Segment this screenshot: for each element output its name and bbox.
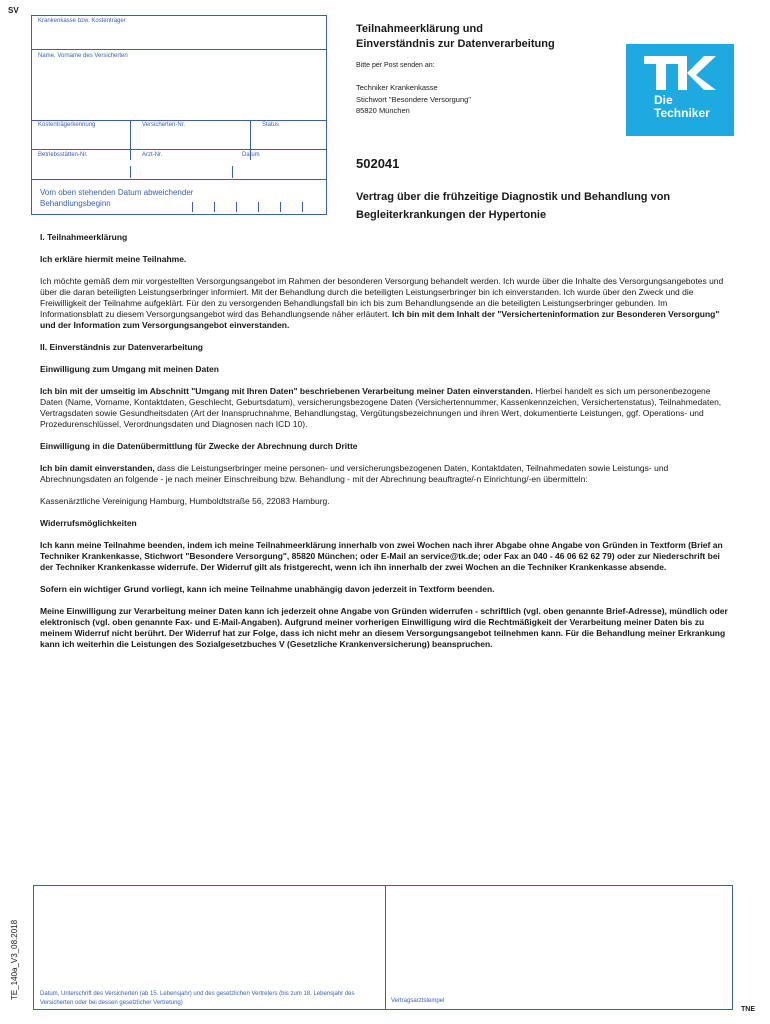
section2-heading: II. Einverständnis zur Datenverarbeitung [40, 342, 203, 352]
kostentraeger-label: Kostenträgerkennung [38, 122, 96, 128]
name-label: Name, Vorname des Versicherten [38, 53, 128, 59]
send-label: Bitte per Post senden an: [356, 62, 435, 69]
corner-code: SV [8, 6, 19, 15]
logo-line1: Die [654, 93, 673, 107]
logo-line2: Techniker [654, 106, 710, 120]
form-number: 502041 [356, 156, 400, 171]
signature-label: Datum, Unterschrift des Versicherten (ab 15. Lebensjahr) und des gesetzlichen Vertreters (bis zum 18. Lebensjahr des Versicherten oder bei dessen gesetzlicher Vertretung) [40, 991, 355, 1006]
versicherten-label: Versicherten-Nr. [142, 122, 186, 128]
kv-address: Kassenärztliche Vereinigung Hamburg, Humboldtstraße 56, 22083 Hamburg. [40, 496, 330, 506]
section3-subheading: Einwilligung in die Datenübermittlung für Zwecke der Abrechnung durch Dritte [40, 441, 358, 451]
section3-paragraph: Ich bin damit einverstanden, dass die Leistungserbringer meine personen- und versicherungsbezogenen Daten, Kontaktdaten, Teilnahmedaten sowie Leistungs- und Abrechnungsdaten an folgende - je nach meiner Einschreibung bzw. Behandlung - mit der Abrechnung beauftragte/-n Einrichtung/-en übermitteln: [40, 463, 669, 484]
section2-paragraph: Ich bin mit der umseitig im Abschnitt "Umgang mit Ihren Daten" beschriebenen Verarbeitung meiner Daten einverstanden. Hierbei handelt es sich um personenbezogene Daten (Name, Vorname, Kontaktdaten, Geschlecht, Geburtsdatum), versicherungsbezogene Daten (Versichertennummer, Kassenkennzeichen, Versichertenstatus), Teilnahmedaten, Vertragsdaten sowie Gesundheitsdaten (Art der Inanspruchnahme, Behandlungstag, Vergütungsbezeichnungen und ihren Wert, dokumentierte Leistungen, ggf. Operations- und Prozedurenschlüssel, Verordnungsdaten und Diagnosen nach ICD 10). [40, 386, 722, 429]
section1-subheading: Ich erkläre hiermit meine Teilnahme. [40, 254, 187, 264]
footer-code: TNE [741, 1006, 755, 1013]
section2-subheading: Einwilligung zum Umgang mit meinen Daten [40, 364, 219, 374]
form-id: TE_140a_V3_08.2018 [10, 919, 19, 1000]
section1-paragraph: Ich möchte gemäß dem mir vorgestellten Versorgungsangebot im Rahmen der besonderen Versorgung behandelt werden. Ich wurde über die Inhalte des Versorgungsangebotes und über die daran beteiligten Leistungserbringer informiert. Mit der Behandlung durch die beteiligten Leistungserbringer bin ich einverstanden. Ich wurde über den Zweck und die Freiwilligkeit der Teilnahme aufgeklärt. Für den zu versorgenden Behandlungsfall bin ich bis zum Behandlungsende an die beteiligten Leistungserbringer gebunden. Im Informationsblatt zu diesem Versorgungsangebot wird das Behandlungsende näher erläutert. Ich bin mit dem Inhalt der "Versicherteninformation zur Besonderen Versorgung" und der Information zum Versorgungsangebot einverstanden. [40, 276, 724, 330]
deviation-label: Vom oben stehenden Datum abweichender Behandlungsbeginn [40, 188, 194, 208]
datum-label: Datum [242, 152, 260, 158]
stamp-label: Vertragsarztstempel [391, 998, 445, 1004]
document-body [40, 232, 730, 661]
kasse-label: Krankenkasse bzw. Kostenträger [38, 18, 126, 24]
postal-address: Techniker Krankenkasse Stichwort "Besondere Versorgung" 85820 München [356, 83, 471, 115]
tk-logo [626, 44, 734, 136]
tk-logo-icon [644, 56, 716, 92]
section1-heading: I. Teilnahmeerklärung [40, 232, 128, 242]
betrieb-label: Betriebsstätten-Nr. [38, 152, 88, 158]
section4-subheading: Widerrufsmöglichkeiten [40, 518, 137, 528]
status-label: Status [262, 122, 280, 128]
arzt-label: Arzt-Nr. [142, 152, 163, 158]
contract-title: Vertrag über die frühzeitige Diagnostik und Behandlung von Begleiterkrankungen der Hypertonie [356, 191, 671, 221]
revocation-paragraph-3: Meine Einwilligung zur Verarbeitung meiner Daten kann ich jederzeit ohne Angabe von Gründen widerrufen - schriftlich (vgl. oben genannte Brief-Adresse), mündlich oder elektronisch (vgl. oben genannte Fax- und E-Mail-Angaben). Aufgrund meiner vorherigen Einwilligung wird die Rechtmäßigkeit der Verarbeitung meiner Daten bis zu meinem Widerruf nicht berührt. Der Widerruf hat zur Folge, dass ich nicht mehr an diesem Versorgungsangebot teilnehmen kann. Für die Behandlung meiner Erkrankung kann ich weiterhin die Leistungen des Sozialgesetzbuches V (Gesetzliche Krankenversicherung) beanspruchen. [40, 606, 728, 649]
revocation-paragraph-2: Sofern ein wichtiger Grund vorliegt, kann ich meine Teilnahme unabhängig davon jederzeit in Textform beenden. [40, 584, 495, 594]
signature-box [33, 885, 733, 1010]
page-title: Teilnahmeerklärung und Einverständnis zur Datenverarbeitung [356, 23, 555, 50]
revocation-paragraph-1: Ich kann meine Teilnahme beenden, indem ich meine Teilnahmeerklärung innerhalb von zwei Wochen nach ihrer Abgabe ohne Angabe von Gründen in Textform (Brief an Techniker Krankenkasse, Stichwort "Besondere Versorgung", 85820 München; oder E-Mail an service@tk.de; oder Fax an 040 - 46 06 62 62 79) oder zur Niederschrift bei der Techniker Krankenkasse widerrufe. Der Widerruf gilt als fristgerecht, wenn ich ihn innerhalb der zwei Wochen an die Techniker Krankenkasse absende. [40, 540, 723, 572]
insurance-form-box [31, 15, 327, 215]
